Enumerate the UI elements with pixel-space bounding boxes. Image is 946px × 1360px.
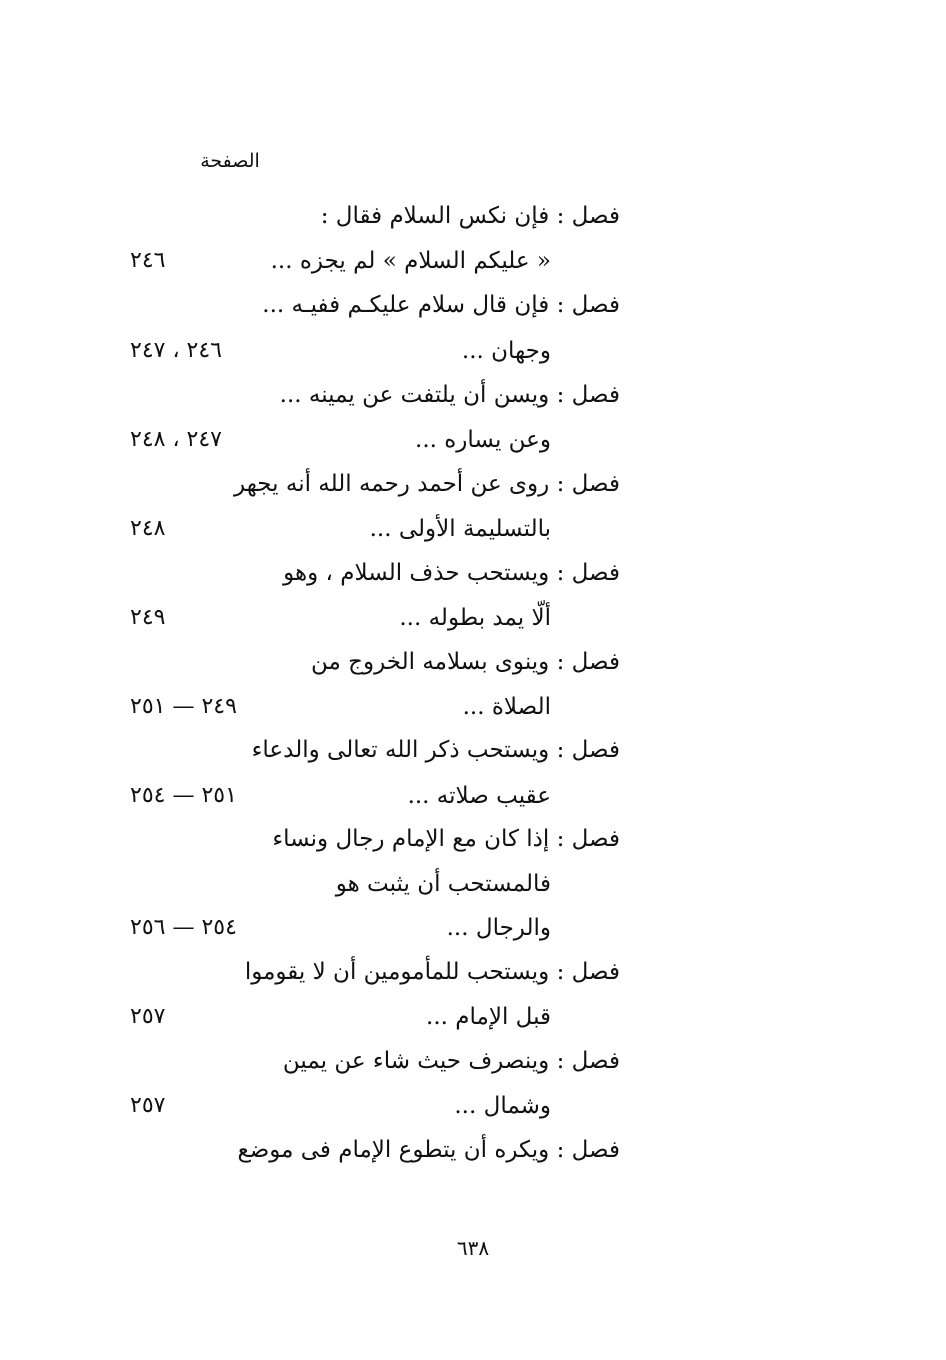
toc-entry-page-ref: ٢٥٧ bbox=[130, 1093, 166, 1118]
toc-entry-continuation: وعن يساره ... bbox=[415, 427, 551, 453]
toc-entry-continuation: وشمال ... bbox=[454, 1093, 551, 1119]
toc-entry-title: فصل : وينصرف حيث شاء عن يمين bbox=[282, 1048, 620, 1074]
toc-entry-page-ref: ٢٤٩ — ٢٥١ bbox=[130, 694, 237, 719]
toc-entry-title: فصل : فإن قال سلام عليكـم ففيـه ... bbox=[262, 292, 620, 318]
toc-entry-page-ref: ٢٤٦ ، ٢٤٧ bbox=[130, 338, 222, 363]
toc-entry-continuation: ألّا يمد بطوله ... bbox=[399, 605, 551, 631]
toc-entry-title: فصل : وينوى بسلامه الخروج من bbox=[310, 649, 620, 675]
toc-entry-page-ref: ٢٤٨ bbox=[130, 516, 166, 541]
toc-entry-title: فصل : ويسن أن يلتفت عن يمينه ... bbox=[279, 382, 620, 408]
toc-entry-page-ref: ٢٥٤ — ٢٥٦ bbox=[130, 915, 237, 940]
toc-entry-page-ref: ٢٥٧ bbox=[130, 1004, 166, 1029]
toc-entry-continuation: الصلاة ... bbox=[462, 694, 551, 720]
toc-entry-title: فصل : روى عن أحمد رحمه الله أنه يجهر bbox=[234, 471, 620, 497]
page-column-header: الصفحة bbox=[200, 150, 260, 172]
toc-entry-continuation: والرجال ... bbox=[446, 915, 551, 941]
toc-entry-continuation: عقيب صلاته ... bbox=[407, 783, 551, 809]
toc-entry-page-ref: ٢٤٦ bbox=[130, 248, 166, 273]
page-number: ٦٣٨ bbox=[456, 1236, 490, 1260]
toc-entry-continuation: « عليكم السلام » لم يجزه ... bbox=[270, 248, 551, 274]
toc-entry-title: فصل : إذا كان مع الإمام رجال ونساء bbox=[272, 826, 620, 852]
toc-entry-page-ref: ٢٤٧ ، ٢٤٨ bbox=[130, 427, 222, 452]
toc-entry-title: فصل : ويستحب حذف السلام ، وهو bbox=[283, 560, 620, 586]
toc-entry-title: فصل : فإن نكس السلام فقال : bbox=[320, 203, 620, 229]
toc-entry-continuation: فالمستحب أن يثبت هو bbox=[335, 871, 551, 897]
toc-entry-continuation: قبل الإمام ... bbox=[426, 1004, 551, 1030]
toc-entry-page-ref: ٢٤٩ bbox=[130, 605, 166, 630]
toc-entry-continuation: وجهان ... bbox=[461, 338, 551, 364]
toc-entry-title: فصل : ويستحب ذكر الله تعالى والدعاء bbox=[251, 737, 620, 763]
toc-entry-title: فصل : ويكره أن يتطوع الإمام فى موضع bbox=[237, 1137, 620, 1163]
toc-entry-continuation: بالتسليمة الأولى ... bbox=[369, 516, 551, 542]
toc-entry-page-ref: ٢٥١ — ٢٥٤ bbox=[130, 783, 237, 808]
toc-entry-title: فصل : ويستحب للمأمومين أن لا يقوموا bbox=[244, 959, 620, 985]
